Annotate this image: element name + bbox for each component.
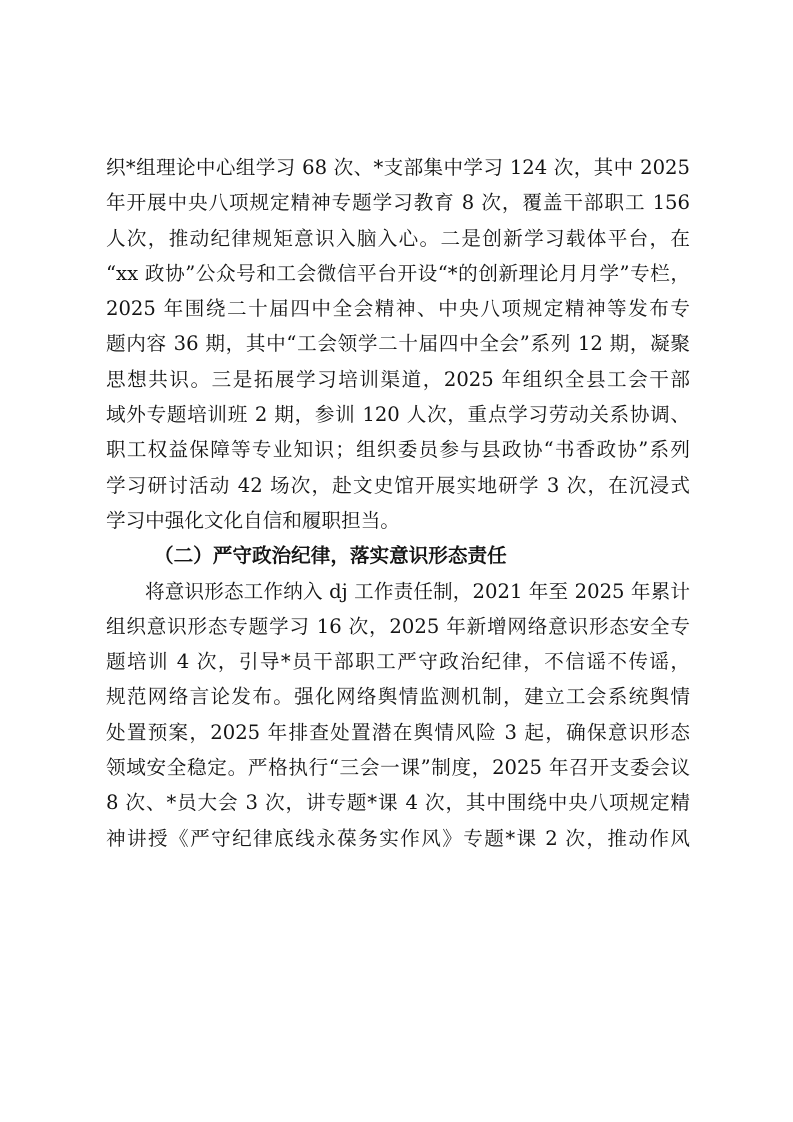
paragraph-1-line: “xx 政协”公众号和工会微信平台开设“*的创新理论月月学”专栏，: [106, 261, 690, 285]
paragraph-2-line: 组织意识形态专题学习 16 次，2025 年新增网络意识形态安全专: [106, 614, 690, 638]
paragraph-1-line: 职工权益保障等专业知识；组织委员参与县政协“书香政协”系列: [106, 438, 690, 462]
paragraph-2-line: 题培训 4 次，引导*员干部职工严守政治纪律，不信谣不传谣，: [106, 650, 690, 674]
paragraph-1-line: 人次，推动纪律规矩意识入脑入心。二是创新学习载体平台，在: [106, 226, 690, 250]
paragraph-2-line: 规范网络言论发布。强化网络舆情监测机制，建立工会系统舆情: [106, 685, 690, 709]
paragraph-2-line: 神讲授《严守纪律底线永葆务实作风》专题*课 2 次，推动作风: [106, 826, 690, 850]
paragraph-1-line: 织*组理论中心组学习 68 次、*支部集中学习 124 次，其中 2025: [106, 156, 690, 179]
paragraph-1-line: 学习中强化文化自信和履职担当。: [106, 508, 400, 532]
paragraph-1-line: 域外专题培训班 2 期，参训 120 人次，重点学习劳动关系协调、: [106, 403, 690, 427]
paragraph-2-line: 处置预案，2025 年排查处置潜在舆情风险 3 起，确保意识形态: [106, 720, 690, 744]
paragraph-1-line: 2025 年围绕二十届四中全会精神、中央八项规定精神等发布专: [106, 297, 690, 321]
section-heading: （二）严守政治纪律，落实意识形态责任: [154, 544, 507, 568]
paragraph-1-line: 学习研讨活动 42 场次，赴文史馆开展实地研学 3 次，在沉浸式: [106, 473, 690, 497]
document-body: [106, 150, 690, 856]
paragraph-2-line: 领域安全稳定。严格执行“三会一课”制度，2025 年召开支委会议: [106, 756, 690, 780]
paragraph-1-line: 年开展中央八项规定精神专题学习教育 8 次，覆盖干部职工 156: [106, 191, 690, 215]
paragraph-1-line: 题内容 36 期，其中“工会领学二十届四中全会”系列 12 期，凝聚: [106, 332, 690, 356]
paragraph-2-line: 将意识形态工作纳入 dj 工作责任制，2021 年至 2025 年累计: [145, 579, 690, 603]
paragraph-2-line: 8 次、*员大会 3 次，讲专题*课 4 次，其中围绕中央八项规定精: [106, 791, 690, 815]
paragraph-1-line: 思想共识。三是拓展学习培训渠道，2025 年组织全县工会干部: [106, 367, 690, 391]
